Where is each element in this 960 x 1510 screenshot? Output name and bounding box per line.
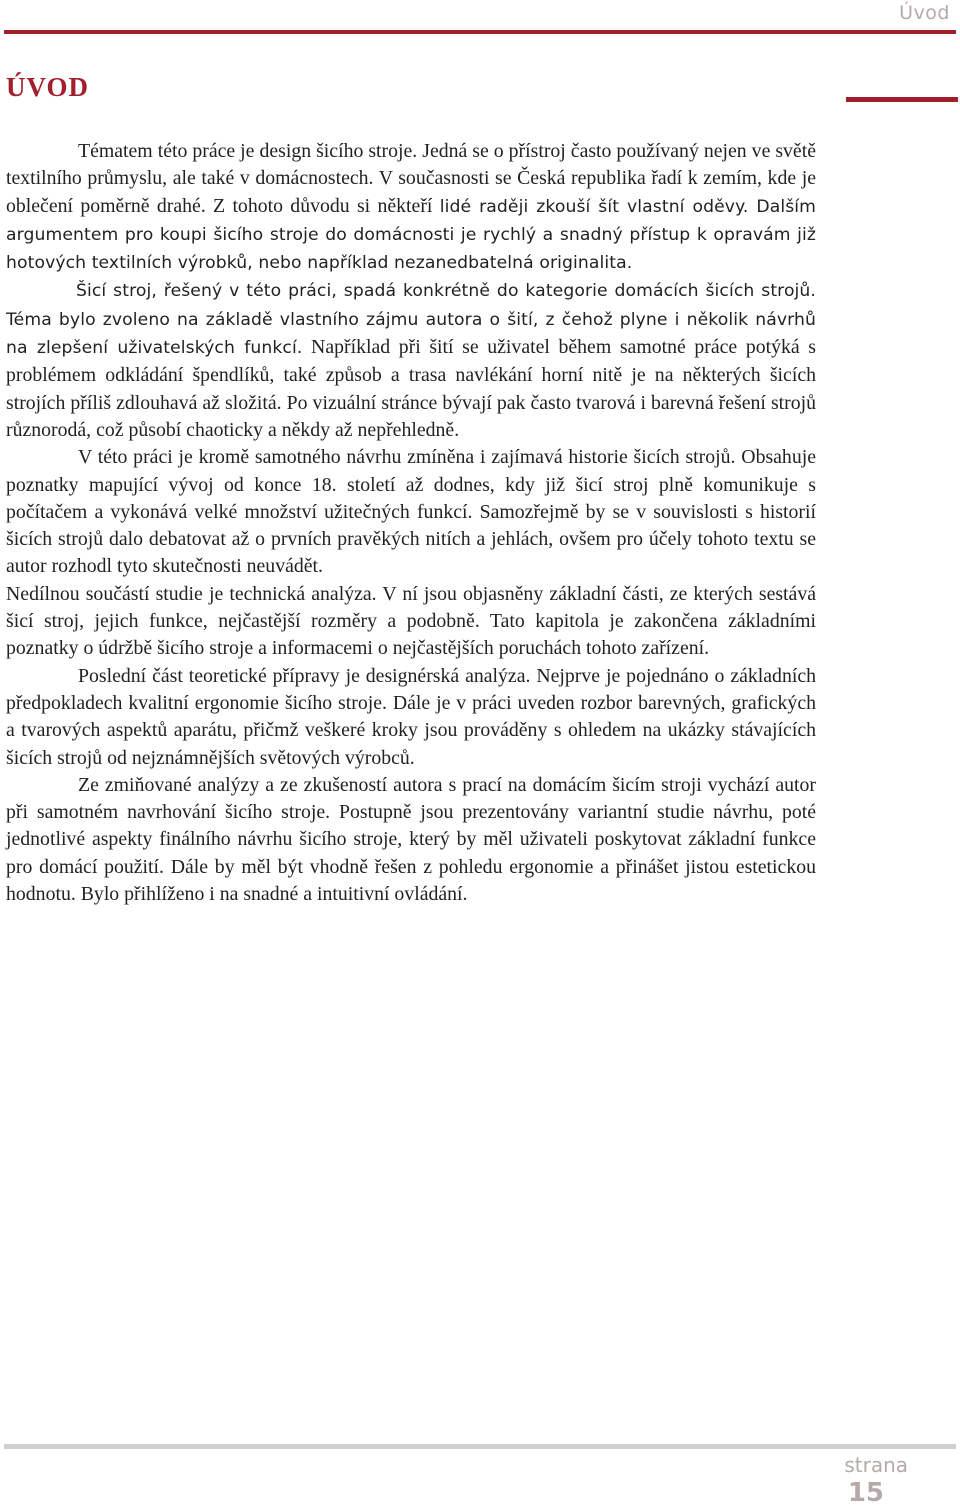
chapter-title: ÚVOD <box>6 72 89 102</box>
page-number: 15 <box>847 1478 884 1508</box>
paragraph-intro-serif: Tématem této práce je design šicího stroje. Jedná se o přístroj často používaný nejen ve světě textilního průmyslu, ale také v domácnostech. V současnosti se Česká republika řadí k zemím, kde je oblečení poměrně drahé. Z tohoto důvodu si někteří <box>6 140 816 217</box>
paragraph-design-text: Poslední část teoretické přípravy je designérská analýza. Nejprve je pojednáno o základních předpokladech kvalitní ergonomie šicího stroje. Dále je v práci uveden rozbor barevných, grafických a tvarových aspektů aparátu, přičmž veškeré kroky jsou prováděny s ohledem na ukázky stávajících šicích strojů od nejznámnějších světových výrobců. <box>6 664 816 769</box>
paragraph-scope <box>6 277 816 444</box>
paragraph-scope-sans: Šicí stroj, řešený v této práci, spadá konkrétně do kategorie domácích šicích strojů. Téma bylo zvoleno na základě vlastního zájmu autora o šití, z čehož plyne i několik návrhů na zlepšení uživatelských funkcí. <box>6 281 816 359</box>
paragraph-design <box>6 663 816 772</box>
footer-rule <box>4 1444 956 1449</box>
paragraph-history-text: V této práci je kromě samotného návrhu zmíněna i zajímavá historie šicích strojů. Obsahuje poznatky mapující vývoj od konce 18. století až dodnes, kdy již šicí stroj plně komunikuje s počítačem a vykonává velké množství užitečných funkcí. Samozřejmě by se v souvislosti s historií šicích strojů dalo debatovat až o prvních pravěkých nitích a jehlách, ovšem pro účely tohoto textu se autor rozhodl tyto skutečnosti neuvádět. <box>6 446 816 578</box>
paragraph-history <box>6 444 816 580</box>
paragraph-intro <box>6 138 816 277</box>
paragraph-technical <box>6 581 816 663</box>
paragraph-proposal <box>6 772 816 908</box>
page-label: strana <box>844 1453 908 1477</box>
paragraph-scope-serif: Například při šití se uživatel během samotné práce potýká s problémem odkládání špendlíků, také způsob a trasa navlékání horní nitě je na některých šicích strojích příliš zdlouhavá až složitá. Po vizuální stránce bývají pak často tvarová i barevná řešení strojů různorodá, což působí chaoticky a někdy až nepřehledně. <box>6 336 816 441</box>
running-header-title: Úvod <box>899 2 950 24</box>
header-rule <box>4 30 956 34</box>
paragraph-proposal-text: Ze zmiňované analýzy a ze zkušeností autora s prací na domácím šicím stroji vychází autor při samotném navrhování šicího stroje. Postupně jsou prezentovány variantní studie návrhu, poté jednotlivé aspekty finálního návrhu šicího stroje, který by měl uživateli poskytovat základní funkce pro domácí použití. Dále by měl být vhodně řešen z pohledu ergonomie a přinášet jistou estetickou hodnotu. Bylo přihlíženo i na snadné a intuitivní ovládání. <box>6 773 816 906</box>
paragraph-intro-sans: lidé raději zkouší šít vlastní oděvy. Dalším argumentem pro koupi šicího stroje do domácnosti je rychlý a snadný přístup k opravám již hotových textilních výrobků, nebo například nezanedbatelná originalita. <box>6 196 816 274</box>
body-text <box>6 138 816 908</box>
paragraph-technical-text: Nedílnou součástí studie je technická analýza. V ní jsou objasněny základní části, ze kterých sestává šicí stroj, jejich funkce, nejčastější rozměry a podobně. Tato kapitola je zakončena základními poznatky o údržbě šicího stroje a informacemi o nejčastějších poruchách tohoto zařízení. <box>6 582 816 660</box>
chapter-accent-bar <box>846 97 958 102</box>
